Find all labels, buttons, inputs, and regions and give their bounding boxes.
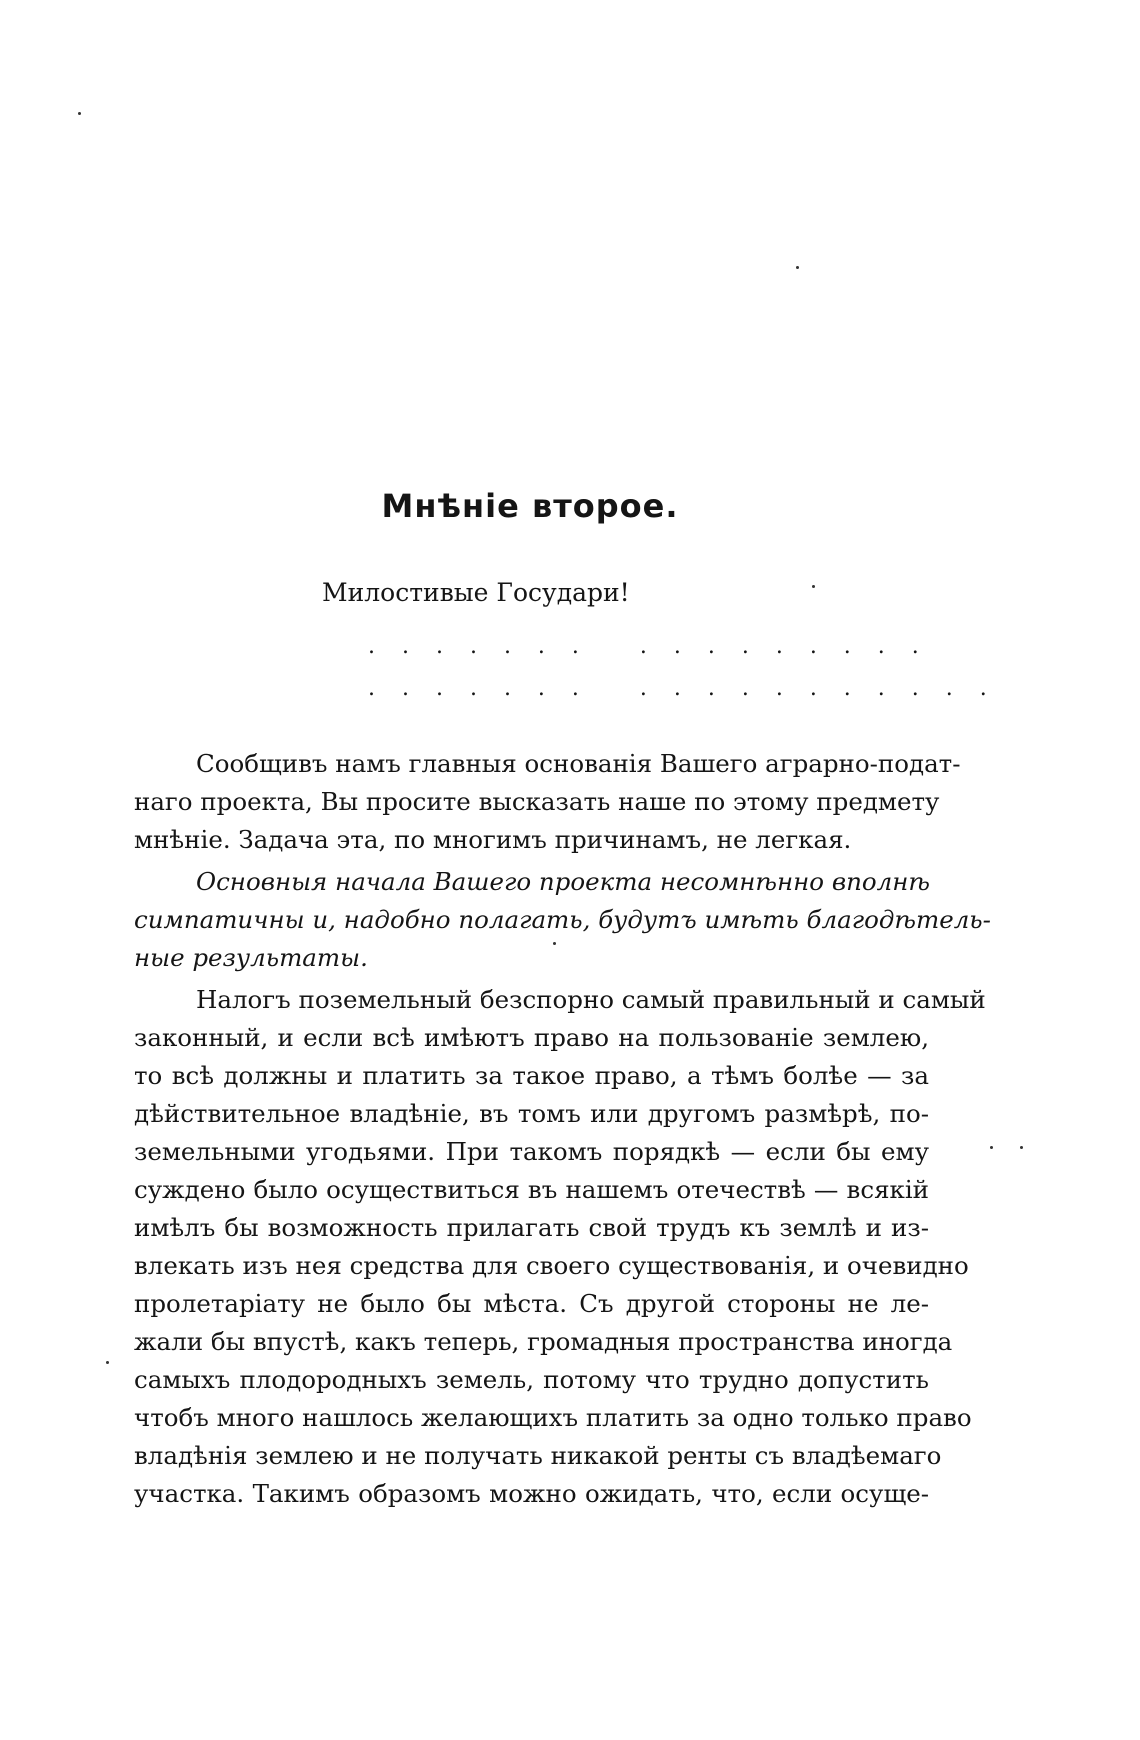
text-line: пролетаріату не было бы мѣста. Съ другой стороны не ле- — [134, 1289, 929, 1318]
paragraph-tax — [134, 981, 986, 1513]
text-line: суждено было осуществиться въ нашемъ отечествѣ — всякій — [134, 1175, 929, 1204]
text-line: Основныя начала Вашего проекта несомнѣнно вполнѣ — [196, 867, 930, 896]
text-line: то всѣ должны и платить за такое право, а тѣмъ болѣе — за — [134, 1061, 929, 1090]
text-line: чтобъ много нашлось желающихъ платить за одно только право — [134, 1403, 972, 1432]
text-line: симпатичны и, надобно полагать, будутъ имѣть благодѣтель- — [134, 905, 991, 934]
scan-speck — [106, 1361, 109, 1364]
section-heading: Мнѣніе второе. — [381, 487, 679, 525]
scan-speck — [990, 1146, 993, 1149]
scan-speck — [812, 585, 815, 588]
body-text — [134, 745, 991, 1513]
text-line: дѣйствительное владѣніе, въ томъ или другомъ размѣрѣ, по- — [134, 1099, 929, 1128]
text-line: участка. Такимъ образомъ можно ожидать, что, если осуще- — [134, 1479, 929, 1508]
text-line: самыхъ плодородныхъ земель, потому что трудно допустить — [134, 1365, 929, 1394]
paragraph-italic — [134, 863, 991, 977]
text-line: мнѣніе. Задача эта, по многимъ причинамъ, не легкая. — [134, 825, 852, 854]
text-line: влекать изъ нея средства для своего существованія, и очевидно — [134, 1251, 969, 1280]
text-line: владѣнія землею и не получать никакой ренты съ владѣемаго — [134, 1441, 942, 1470]
text-line: законный, и если всѣ имѣютъ право на пользованіе землею, — [134, 1023, 929, 1052]
text-line: ные результаты. — [134, 943, 368, 972]
text-line: жали бы впустѣ, какъ теперь, громадныя пространства иногда — [134, 1327, 953, 1356]
text-line: наго проекта, Вы просите высказать наше по этому предмету — [134, 787, 940, 816]
scan-speck — [1020, 1146, 1023, 1149]
text-line: Сообщивъ намъ главныя основанія Вашего аграрно-подат- — [196, 749, 961, 778]
text-line: имѣлъ бы возможность прилагать свой трудъ къ землѣ и из- — [134, 1213, 929, 1242]
omission-dots: . . . . . . . . . . . . . . . . — [368, 634, 929, 659]
omission-dots: . . . . . . . . . . . . . . . . . . — [368, 676, 997, 701]
text-line: земельными угодьями. При такомъ порядкѣ — если бы ему — [134, 1137, 929, 1166]
paragraph-intro — [134, 745, 961, 859]
salutation: Милостивые Государи! — [322, 578, 630, 607]
scan-speck — [796, 266, 799, 269]
scan-speck — [78, 112, 81, 115]
text-line: Налогъ поземельный безспорно самый правильный и самый — [196, 985, 986, 1014]
